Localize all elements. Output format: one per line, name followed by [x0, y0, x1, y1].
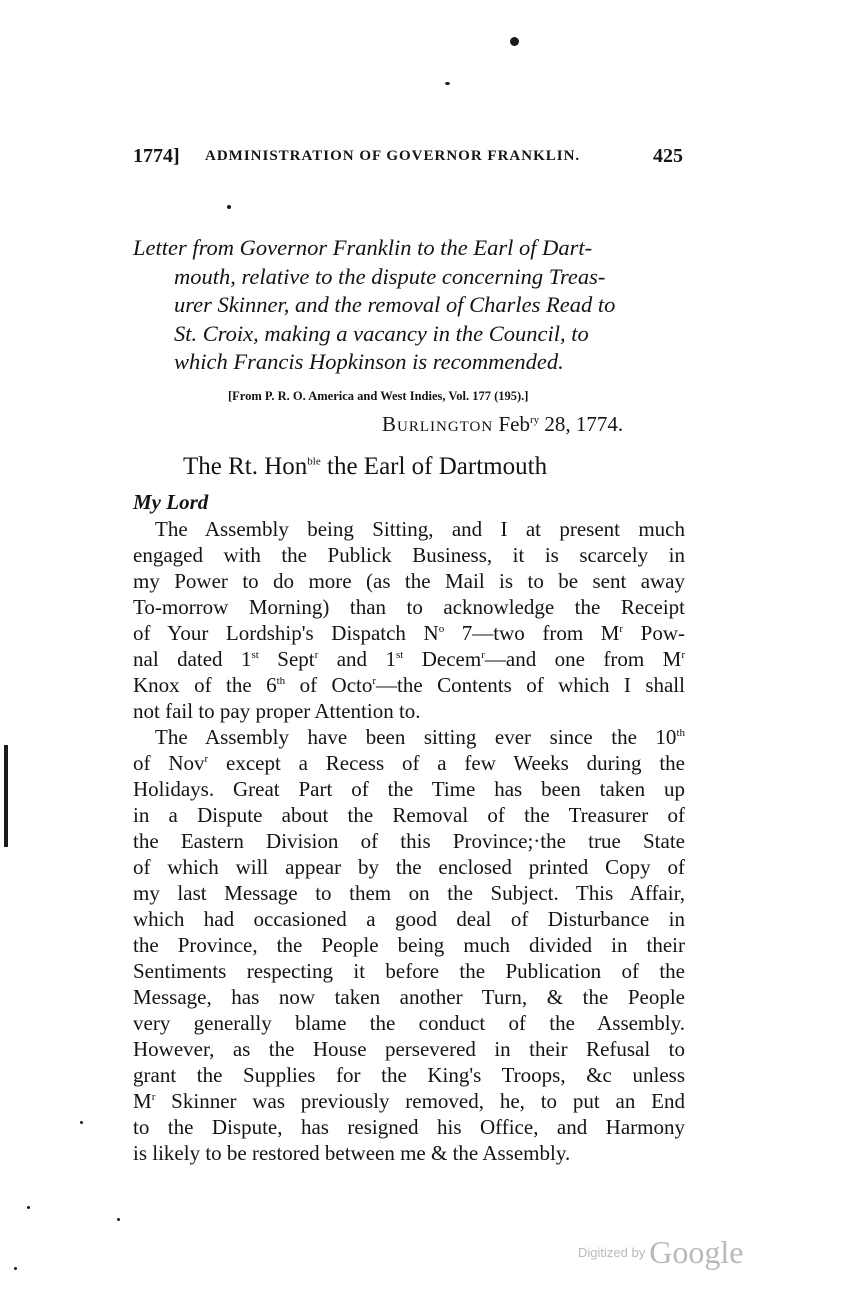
body-fragment: Pow- — [623, 621, 686, 645]
body-line — [133, 724, 685, 750]
scan-speck — [510, 37, 519, 46]
body-sup: st — [395, 649, 404, 661]
dateline — [382, 412, 623, 437]
body-fragment: The Assembly have been sitting ever since the 10 — [155, 725, 677, 749]
body-sup: r — [681, 649, 685, 661]
body-fragment: Skinner was previously removed, he, to put an End — [155, 1089, 685, 1113]
body-line: the Eastern Division of this Province;·the true State — [133, 829, 685, 853]
salutation — [183, 453, 547, 481]
scan-speck — [80, 1121, 83, 1124]
body-fragment: of Nov — [133, 751, 205, 775]
body-line — [133, 646, 685, 672]
body-fragment: of Octo — [285, 673, 373, 697]
body-line: is likely to be restored between me & the Assembly. — [133, 1141, 571, 1165]
body-sup: th — [676, 727, 685, 739]
body-fragment: —the Contents of which I shall — [376, 673, 685, 697]
letter-title-line: which Francis Hopkinson is recommended. — [174, 349, 564, 374]
scan-speck — [27, 1206, 30, 1209]
body-fragment: Decem — [403, 647, 482, 671]
body-line: not fail to pay proper Attention to. — [133, 699, 421, 723]
body-line — [133, 672, 685, 698]
body-line: my Power to do more (as the Mail is to be sent away — [133, 569, 685, 593]
running-head-year: 1774] — [133, 145, 180, 167]
body-line: very generally blame the conduct of the Assembly. — [133, 1011, 685, 1035]
body-sup: st — [251, 649, 259, 661]
scan-speck — [445, 82, 450, 85]
body-line — [133, 1088, 685, 1114]
dateline-month-sup: ry — [529, 414, 540, 426]
dateline-place: Burlington — [382, 412, 494, 436]
google-logo: Google — [649, 1234, 744, 1270]
body-sup: r — [204, 753, 209, 765]
body-fragment: M — [133, 1089, 152, 1113]
letter-body — [133, 516, 685, 1166]
body-line: my last Message to them on the Subject. This Affair, — [133, 881, 685, 905]
body-line: The Assembly being Sitting, and I at present much — [155, 517, 685, 541]
greeting: My Lord — [133, 490, 209, 514]
body-sup: r — [151, 1091, 156, 1103]
letter-title-line: mouth, relative to the dispute concerning Treas- — [174, 263, 606, 289]
body-fragment: nal dated 1 — [133, 647, 252, 671]
body-sup: r — [314, 649, 319, 661]
scan-speck — [227, 205, 231, 209]
dateline-month: Feb — [498, 412, 530, 436]
body-fragment: —and one from M — [484, 647, 682, 671]
body-sup: th — [276, 675, 286, 687]
letter-title-line: Letter from Governor Franklin to the Earl of Dart- — [133, 235, 593, 260]
body-line: To-morrow Morning) than to acknowledge the Receipt — [133, 595, 685, 619]
scan-speck — [117, 1218, 120, 1221]
body-fragment: and 1 — [318, 647, 396, 671]
body-line: to the Dispute, has resigned his Office, and Harmony — [133, 1115, 685, 1139]
body-line — [133, 750, 685, 776]
body-sup: r — [481, 649, 485, 661]
body-sup: o — [438, 623, 445, 635]
body-line: the Province, the People being much divided in their — [133, 933, 685, 957]
digitized-by-google-watermark — [578, 1234, 753, 1274]
body-fragment: 7—two from M — [444, 621, 620, 645]
body-line: Message, has now taken another Turn, & the People — [133, 985, 685, 1009]
watermark-prefix: Digitized by — [578, 1245, 646, 1260]
body-line: Holidays. Great Part of the Time has been taken up — [133, 777, 685, 801]
body-sup: r — [372, 675, 377, 687]
body-line — [133, 620, 685, 646]
body-fragment: of Your Lordship's Dispatch N — [133, 621, 439, 645]
letter-title — [133, 234, 688, 377]
body-line: Sentiments respecting it before the Publication of the — [133, 959, 685, 983]
salutation-prefix: The Rt. Hon — [183, 453, 308, 480]
body-line: in a Dispute about the Removal of the Treasurer of — [133, 803, 685, 827]
running-head — [133, 145, 683, 169]
body-fragment: Sept — [258, 647, 315, 671]
letter-title-line: urer Skinner, and the removal of Charles Read to — [174, 292, 616, 317]
margin-scan-bar — [4, 745, 8, 847]
body-line: grant the Supplies for the King's Troops, &c unless — [133, 1063, 685, 1087]
dateline-date: 28, 1774. — [539, 412, 624, 436]
body-line: engaged with the Publick Business, it is scarcely in — [133, 543, 685, 567]
body-line: which had occasioned a good deal of Disturbance in — [133, 907, 685, 931]
source-note: [From P. R. O. America and West Indies, Vol. 177 (195).] — [228, 389, 529, 403]
running-head-title: ADMINISTRATION OF GOVERNOR FRANKLIN. — [205, 148, 581, 164]
body-line: of which will appear by the enclosed printed Copy of — [133, 855, 685, 879]
salutation-suffix: the Earl of Dartmouth — [320, 453, 548, 480]
salutation-sup: ble — [307, 455, 321, 468]
page-number: 425 — [653, 145, 683, 167]
letter-title-line: St. Croix, making a vacancy in the Council, to — [174, 320, 589, 346]
body-fragment: except a Recess of a few Weeks during the — [208, 751, 685, 775]
scan-speck — [14, 1267, 17, 1270]
body-sup: r — [619, 623, 624, 635]
body-fragment: Knox of the 6 — [133, 673, 277, 697]
body-line: However, as the House persevered in their Refusal to — [133, 1037, 685, 1061]
